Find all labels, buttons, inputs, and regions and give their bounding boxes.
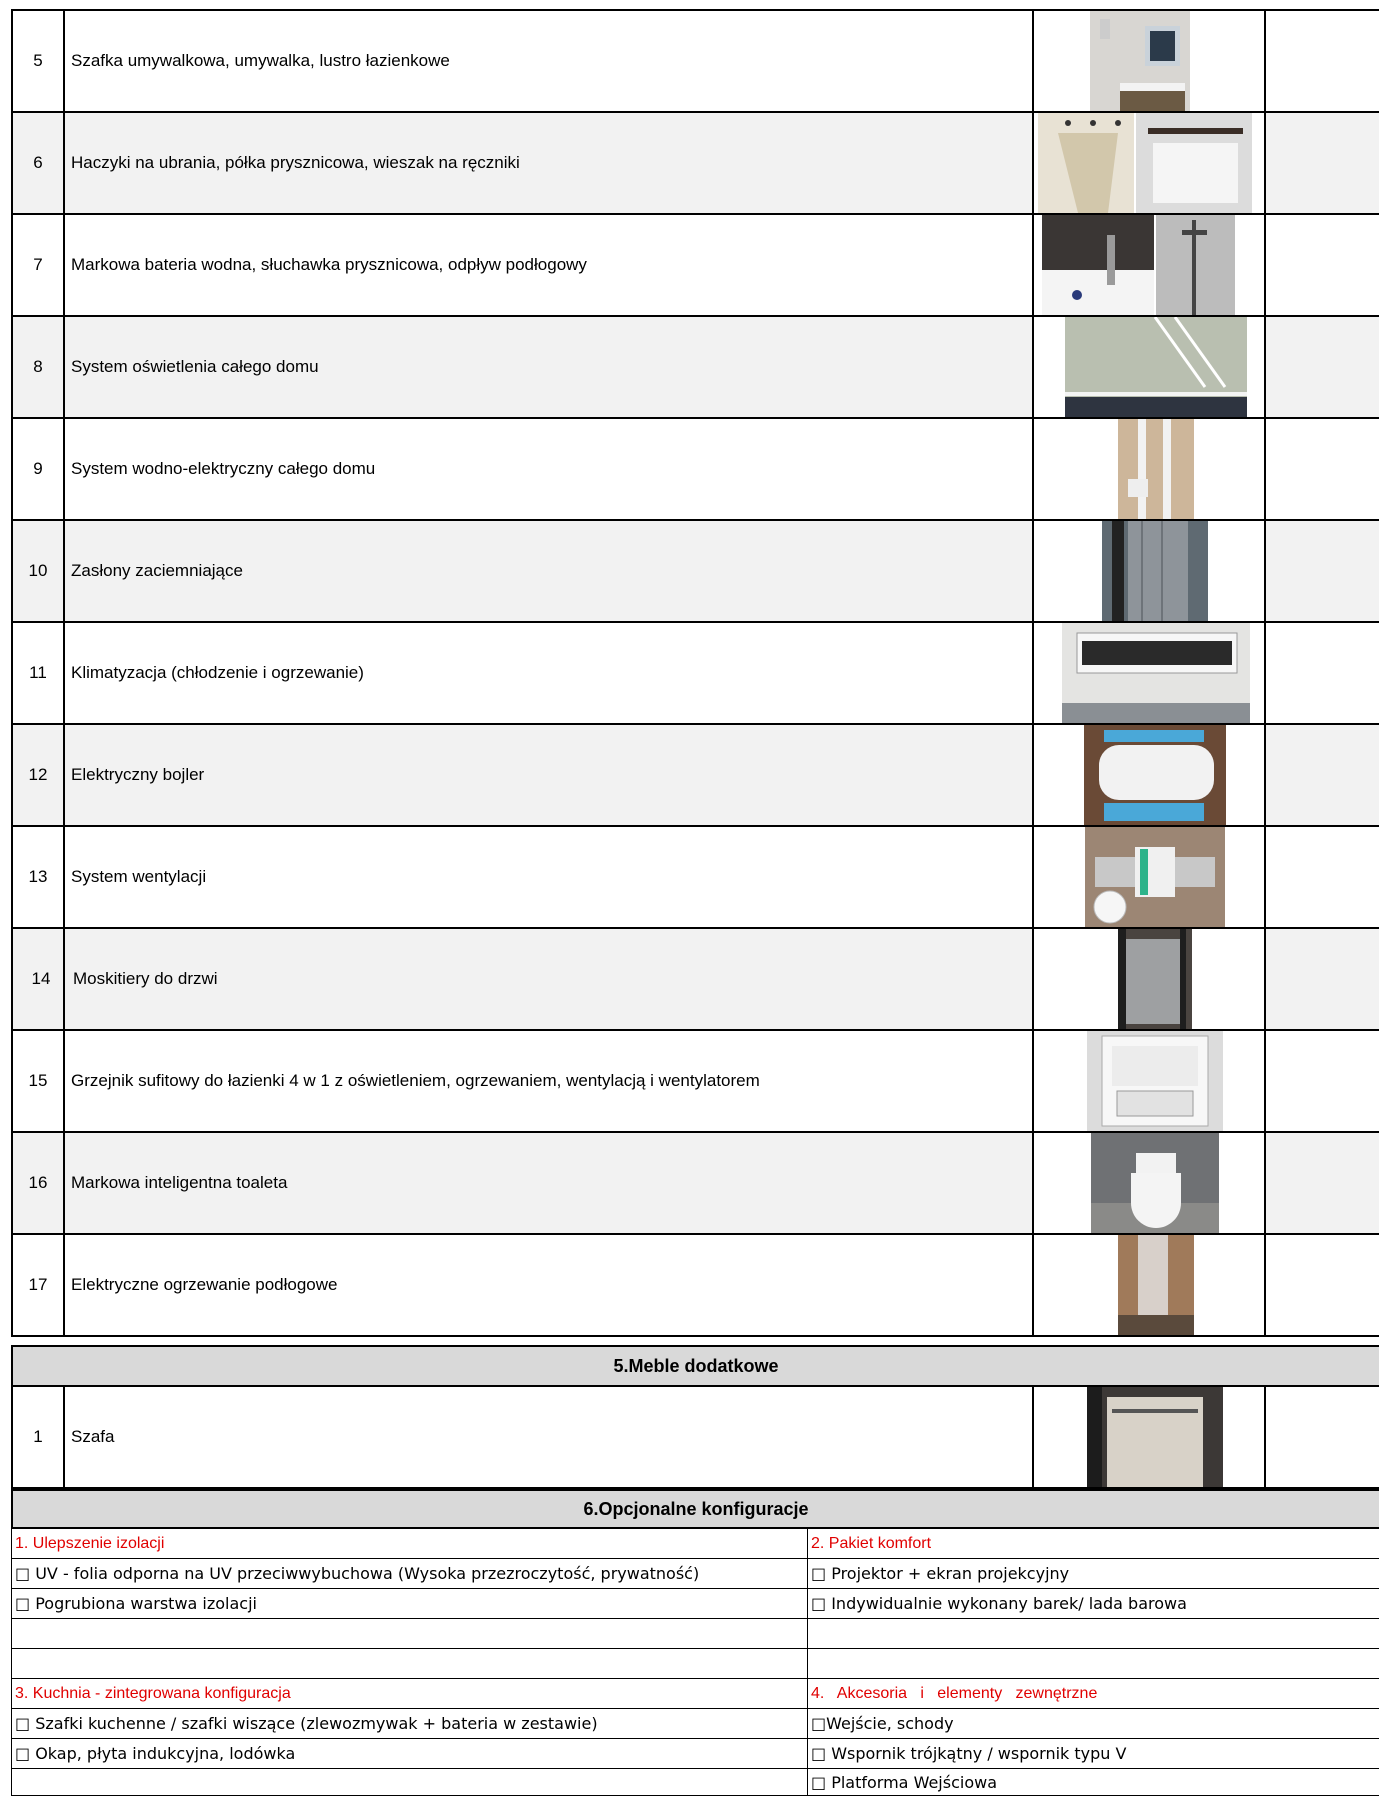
hooks-towel-rack-photo: [1038, 113, 1252, 213]
table-row: [11, 521, 1379, 623]
row-number: 16: [11, 1133, 65, 1233]
row-image-cell: [1032, 419, 1266, 519]
row-description: Markowa inteligentna toaleta: [71, 1173, 288, 1192]
table-row: [11, 1387, 1379, 1489]
row-description: System oświetlenia całego domu: [71, 357, 319, 376]
door-mosquito-net-photo: [1118, 929, 1192, 1029]
option-item[interactable]: □ Okap, płyta indukcyjna, lodówka: [11, 1739, 808, 1769]
row-image-cell: [1032, 11, 1266, 111]
row-number: 13: [11, 827, 65, 927]
row-description: Szafka umywalkowa, umywalka, lustro łazienkowe: [71, 51, 450, 70]
option-category: 1. Ulepszenie izolacji: [11, 1529, 808, 1559]
table-row: [11, 317, 1379, 419]
table-row: [11, 1031, 1379, 1133]
row-number: 14: [11, 929, 65, 1029]
row-image-cell: [1032, 1387, 1266, 1487]
ventilation-fan-photo: [1085, 827, 1225, 927]
row-number: 7: [11, 215, 65, 315]
option-category: 3. Kuchnia - zintegrowana konfiguracja: [11, 1679, 808, 1709]
blackout-curtains-photo: [1102, 521, 1208, 621]
faucet-shower-photo: [1042, 215, 1235, 315]
row-number: 8: [11, 317, 65, 417]
option-item: [11, 1769, 808, 1796]
row-image-cell: [1032, 317, 1266, 417]
option-item[interactable]: □ Platforma Wejściowa: [808, 1769, 1379, 1796]
table-row: [11, 827, 1379, 929]
section-header: 6.Opcjonalne konfiguracje: [11, 1489, 1379, 1529]
option-item[interactable]: □ UV - folia odporna na UV przeciwwybuchowa (Wysoka przezroczytość, prywatność): [11, 1559, 808, 1589]
table-row: [11, 1133, 1379, 1235]
row-image-cell: [1032, 725, 1266, 825]
row-number: 9: [11, 419, 65, 519]
row-image-cell: [1032, 929, 1266, 1029]
row-image-cell: [1032, 1133, 1266, 1233]
row-number: 6: [11, 113, 65, 213]
option-category: 2. Pakiet komfort: [808, 1529, 1379, 1559]
table-row: [11, 725, 1379, 827]
floor-heating-photo: [1118, 1235, 1194, 1335]
section-header: 5.Meble dodatkowe: [11, 1345, 1379, 1387]
water-electric-system-photo: [1118, 419, 1194, 519]
option-item[interactable]: □ Szafki kuchenne / szafki wiszące (zlewozmywak + bateria w zestawie): [11, 1709, 808, 1739]
option-category: 4. Akcesoria i elementy zewnętrzne: [808, 1679, 1379, 1709]
table-row: [11, 1235, 1379, 1337]
row-description: Moskitiery do drzwi: [73, 969, 218, 988]
row-number: 17: [11, 1235, 65, 1335]
table-row: [11, 929, 1379, 1031]
option-item[interactable]: □ Pogrubiona warstwa izolacji: [11, 1589, 808, 1619]
row-number: 5: [11, 11, 65, 111]
electric-boiler-photo: [1084, 725, 1226, 825]
table-row: [11, 113, 1379, 215]
table-row: [11, 215, 1379, 317]
air-conditioning-photo: [1062, 623, 1250, 723]
row-number: 15: [11, 1031, 65, 1131]
row-description: Elektryczne ogrzewanie podłogowe: [71, 1275, 338, 1294]
row-description: Grzejnik sufitowy do łazienki 4 w 1 z oświetleniem, ogrzewaniem, wentylacją i wentylatorem: [71, 1071, 760, 1090]
row-description: System wentylacji: [71, 867, 207, 886]
option-item: [11, 1649, 808, 1679]
row-image-cell: [1032, 1031, 1266, 1131]
row-image-cell: [1032, 521, 1266, 621]
row-image-cell: [1032, 113, 1266, 213]
row-number: 12: [11, 725, 65, 825]
row-description: Elektryczny bojler: [71, 765, 205, 784]
option-item: [808, 1619, 1379, 1649]
option-item[interactable]: □ Projektor + ekran projekcyjny: [808, 1559, 1379, 1589]
row-number: 1: [11, 1387, 65, 1487]
wardrobe-photo: [1087, 1387, 1223, 1487]
table-row: [11, 11, 1379, 113]
row-image-cell: [1032, 215, 1266, 315]
row-description: System wodno-elektryczny całego domu: [71, 459, 376, 478]
row-image-cell: [1032, 623, 1266, 723]
option-item: [808, 1649, 1379, 1679]
ceiling-heater-photo: [1087, 1031, 1223, 1131]
ceiling-lighting-photo: [1065, 317, 1247, 417]
row-description: Szafa: [71, 1427, 115, 1446]
row-number: 10: [11, 521, 65, 621]
option-item[interactable]: □Wejście, schody: [808, 1709, 1379, 1739]
option-item[interactable]: □ Indywidualnie wykonany barek/ lada barowa: [808, 1589, 1379, 1619]
row-image-cell: [1032, 827, 1266, 927]
option-item: [11, 1619, 808, 1649]
row-description: Haczyki na ubrania, półka prysznicowa, wieszak na ręczniki: [71, 153, 520, 172]
option-item[interactable]: □ Wspornik trójkątny / wspornik typu V: [808, 1739, 1379, 1769]
row-number: 11: [11, 623, 65, 723]
row-description: Markowa bateria wodna, słuchawka prysznicowa, odpływ podłogowy: [71, 255, 587, 274]
row-image-cell: [1032, 1235, 1266, 1335]
smart-toilet-photo: [1091, 1133, 1219, 1233]
table-row: [11, 623, 1379, 725]
table-row: [11, 419, 1379, 521]
row-description: Zasłony zaciemniające: [71, 561, 243, 580]
bathroom-vanity-photo: [1090, 11, 1190, 111]
row-description: Klimatyzacja (chłodzenie i ogrzewanie): [71, 663, 364, 682]
